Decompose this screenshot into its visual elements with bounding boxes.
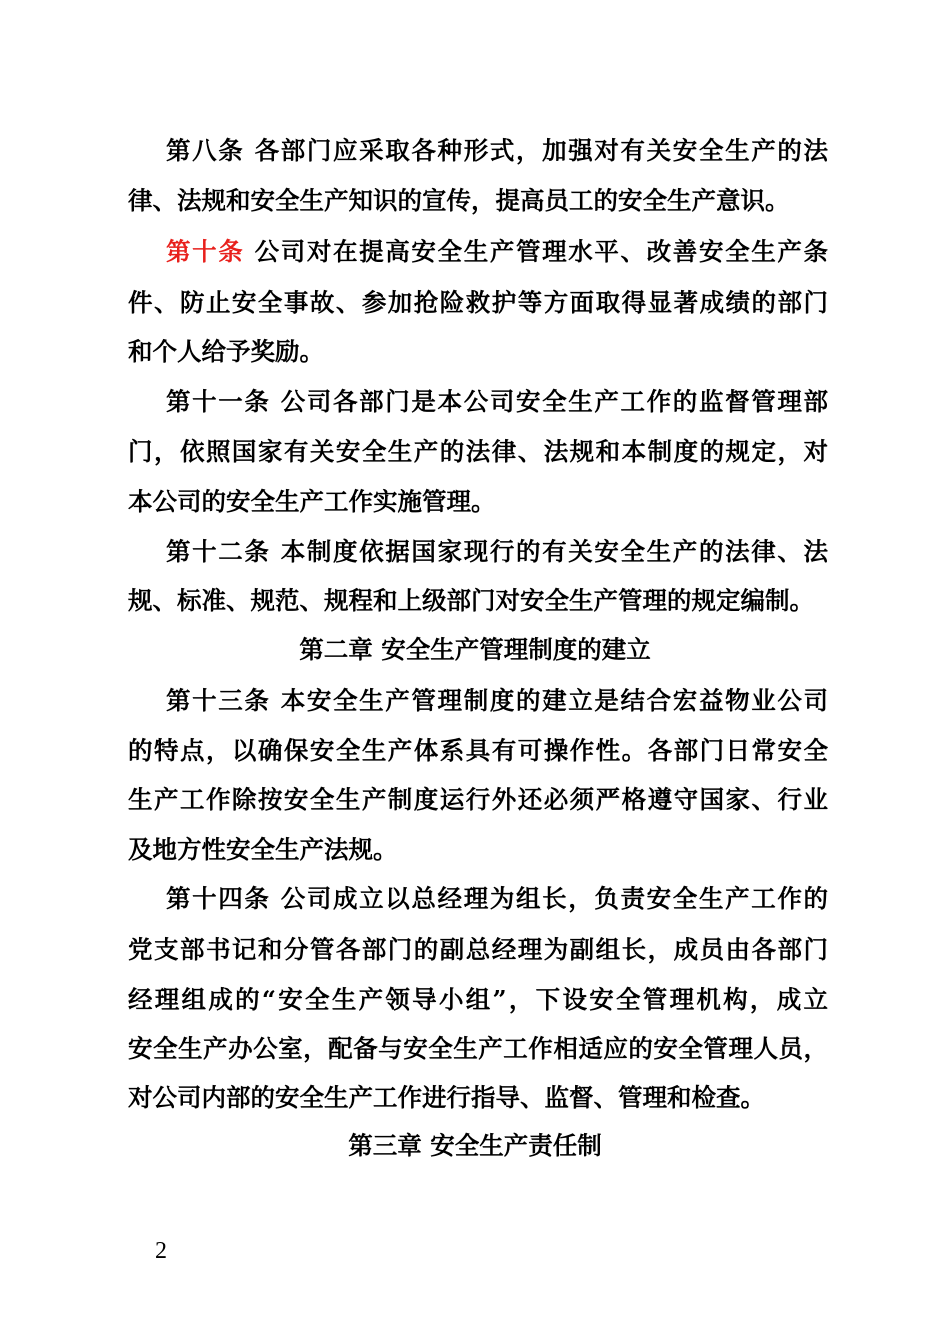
article-12-line-1: 第十二条 本制度依据国家现行的有关安全生产的法律、法 [166,537,828,566]
article-10-label: 第十条 [166,237,245,266]
article-14-line-2: 党支部书记和分管各部门的副总经理为副组长，成员由各部门 [128,935,828,964]
article-10-line-3: 和个人给予奖励。 [128,337,324,366]
article-14-line-4: 安全生产办公室，配备与安全生产工作相适应的安全管理人员， [128,1034,828,1063]
article-13-line-1: 第十三条 本安全生产管理制度的建立是结合宏益物业公司 [166,686,828,715]
article-10-line-2: 件、防止安全事故、参加抢险救护等方面取得显著成绩的部门 [128,288,828,317]
article-13-line-2: 的特点，以确保安全生产体系具有可操作性。各部门日常安全 [128,736,828,765]
article-13-line-4: 及地方性安全生产法规。 [128,835,398,864]
article-14-line-3: 经理组成的“安全生产领导小组”，下设安全管理机构，成立 [128,985,828,1014]
article-10-line-1 [166,236,828,268]
article-8-line-1: 第八条 各部门应采取各种形式，加强对有关安全生产的法 [166,136,828,165]
article-8-line-2: 律、法规和安全生产知识的宣传，提高员工的安全生产意识。 [128,186,790,215]
article-13-line-3: 生产工作除按安全生产制度运行外还必须严格遵守国家、行业 [128,785,828,814]
page-number: 2 [155,1238,167,1264]
chapter-3-heading: 第三章 安全生产责任制 [348,1131,602,1160]
article-10-line-1-text: 公司对在提高安全生产管理水平、改善安全生产条 [244,237,829,266]
article-11-line-3: 本公司的安全生产工作实施管理。 [128,487,496,516]
article-12-line-2: 规、标准、规范、规程和上级部门对安全生产管理的规定编制。 [128,586,814,615]
article-14-line-5: 对公司内部的安全生产工作进行指导、监督、管理和检查。 [128,1083,765,1112]
article-14-line-1: 第十四条 公司成立以总经理为组长，负责安全生产工作的 [166,884,828,913]
article-11-line-2: 门，依照国家有关安全生产的法律、法规和本制度的规定，对 [128,437,828,466]
article-11-line-1: 第十一条 公司各部门是本公司安全生产工作的监督管理部 [166,387,828,416]
chapter-2-heading: 第二章 安全生产管理制度的建立 [299,635,651,664]
